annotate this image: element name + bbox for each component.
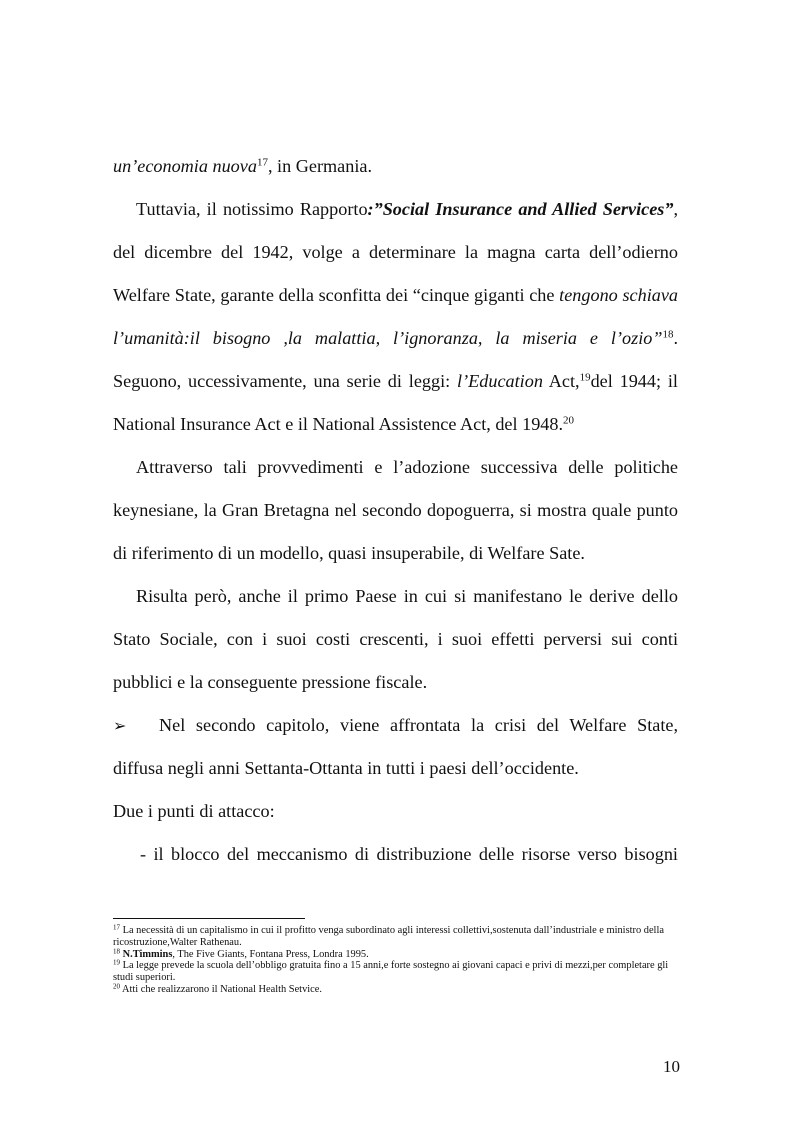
paragraph-text: Act, [542,371,580,391]
footnote-number: 20 [113,982,120,991]
footnote-divider [113,918,305,919]
paragraph-continuation [113,145,678,188]
paragraph-attack-points: Due i punti di attacco: [113,801,275,821]
paragraph-text: , del dicembre del 1942, volge a determinare la magna carta dell’odierno Welfare State, garante della sconfitta dei “cinque giganti che [113,199,678,305]
arrow-bullet-icon: ➢ [113,716,127,735]
footnote-20 [113,984,683,996]
italic-phrase: un’economia nuova [113,156,257,176]
footnote-text: La necessità di un capitalismo in cui il profitto venga subordinato agli interessi collettivi,sostenuta dall’industriale e ministro della ricostruzione,Walter Rathenau. [113,925,664,948]
footnote-text: Atti che realizzarono il National Health Setvice. [122,983,322,995]
quotation: tengono schiava l’umanità:il bisogno ,la malattia, l’ignoranza, la miseria e l’ozio” [113,285,679,348]
footnote-17 [113,925,683,949]
paragraph-provisions: Attraverso tali provvedimenti e l’adozione successiva delle politiche keynesiane, la Gran Bretagna nel secondo dopoguerra, si mostra quale punto di riferimento di un modello, quasi insuperabile, di Welfare Sate. [113,457,678,563]
main-text [113,145,678,876]
footnotes [113,925,683,996]
footnote-number: 19 [113,958,120,967]
bullet-text: Nel secondo capitolo, viene affrontata la crisi del Welfare State, [159,715,678,735]
footnote-ref-17: 17 [256,156,268,169]
paragraph-beveridge-report [113,188,678,446]
footnote-ref-18: 18 [662,328,674,341]
footnote-ref-20: 20 [563,414,575,427]
bullet-item [113,704,678,747]
page-number: 10 [663,1057,680,1076]
dash-item: - il blocco del meccanismo di distribuzione delle risorse verso bisogni [140,844,678,864]
paragraph-text: , in Germania. [267,156,372,176]
footnote-author: N.Timmins [122,948,173,960]
paragraph-text: . Seguono, uccessivamente, una serie di leggi: [113,328,678,391]
paragraph-welfare-drifts: Risulta però, anche il primo Paese in cui si manifestano le derive dello Stato Sociale, con i suoi costi crescenti, i suoi effetti perversi sui conti pubblici e la conseguente pressione fiscale. [113,586,678,692]
footnote-text: La legge prevede la scuola dell’obbligo gratuita fino a 15 anni,e forte sostegno ai giovani capaci e privi di mezzi,per completare gli studi superiori. [113,960,669,984]
footnote-ref-19: 19 [579,371,591,384]
footnote-19 [113,960,683,984]
footnote-number: 18 [113,947,120,956]
bullet-continuation: diffusa negli anni Settanta-Ottanta in tutti i paesi dell’occidente. [113,758,579,778]
paragraph-text: del 1944; il National Insurance Act e il National Assistence Act, del 1948. [113,371,678,434]
footnote-number: 17 [113,923,120,932]
footnote-18 [113,949,683,961]
footnote-text: , The Five Giants, Fontana Press, Londra 1995. [172,948,369,960]
report-title: :”Social Insurance and Allied Services” [367,199,674,219]
italic-phrase: l’Education [457,371,543,391]
paragraph-text: Tuttavia, il notissimo Rapporto [136,199,368,219]
